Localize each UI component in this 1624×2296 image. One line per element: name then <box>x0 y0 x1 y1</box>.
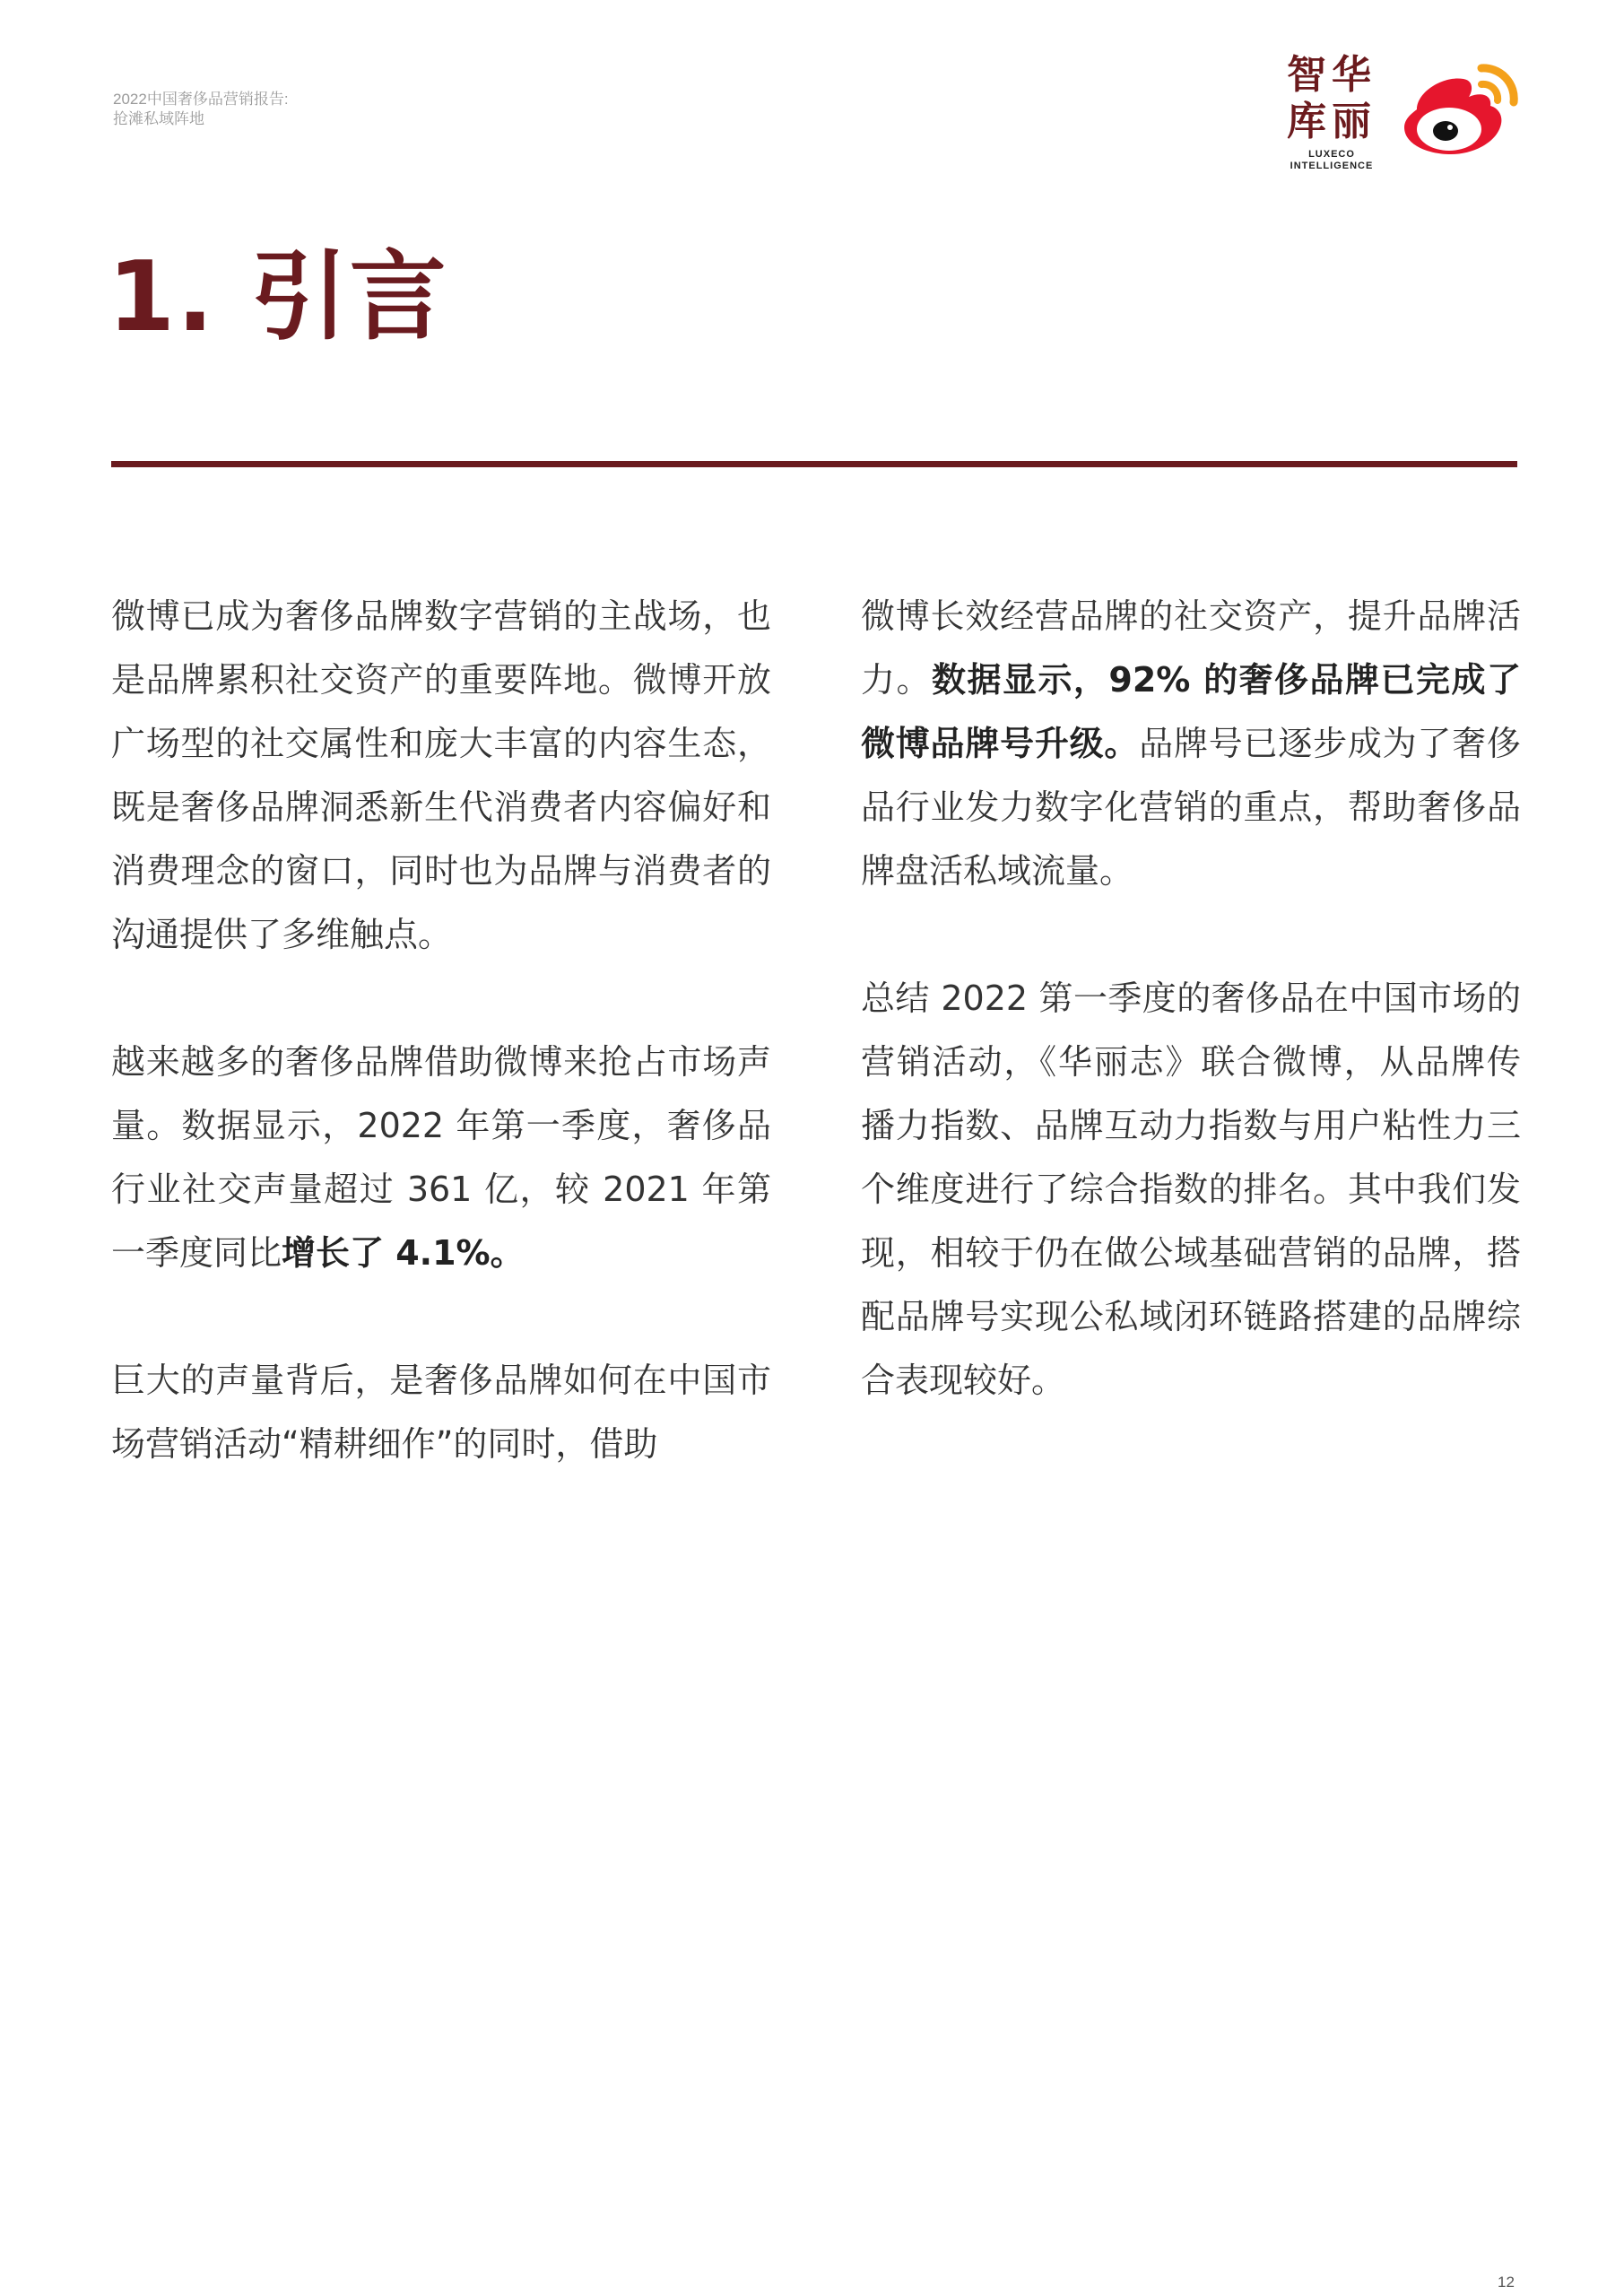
left-paragraph-1: 微博已成为奢侈品牌数字营销的主战场，也是品牌累积社交资产的重要阵地。微博开放广场型的社交属性和庞大丰富的内容生态，既是奢侈品牌洞悉新生代消费者内容偏好和消费理念的窗口，同时也为品牌与消费者的沟通提供了多维触点。 <box>111 596 771 954</box>
left-paragraph-3: 巨大的声量背后，是奢侈品牌如何在中国市场营销活动“精耕细作”的同时，借助 <box>111 1361 771 1464</box>
luxeco-logo-text-1: LUXECO <box>1308 149 1355 160</box>
luxeco-logo-glyphs-1: 智华 <box>1287 52 1376 98</box>
left-paragraph-2-highlight: 增长了 4.1%。 <box>282 1233 525 1273</box>
report-header <box>113 90 289 129</box>
report-title-line1: 2022中国奢侈品营销报告: <box>113 91 289 108</box>
left-paragraph-2 <box>111 1031 771 1285</box>
luxeco-logo-text-2: INTELLIGENCE <box>1290 161 1374 171</box>
right-paragraph-2: 总结 2022 第一季度的奢侈品在中国市场的营销活动，《华丽志》联合微博，从品牌传播力指数、品牌互动力指数与用户粘性力三个维度进行了综合指数的排名。其中我们发现，相较于仍在做公域基础营销的品牌，搭配品牌号实现公私域闭环链路搭建的品牌综合表现较好。 <box>861 978 1521 1400</box>
left-column <box>111 585 771 1476</box>
luxeco-logo <box>1278 52 1385 178</box>
title-divider <box>111 461 1517 467</box>
right-paragraph-1-highlight: 数据显示，92% 的奢侈品牌已完成了微博品牌号升级。 <box>861 660 1521 763</box>
right-paragraph-1 <box>861 585 1521 903</box>
right-paragraph-1-text-b: 品牌号已逐步成为了奢侈品行业发力数字化营销的重点，帮助奢侈品牌盘活私域流量。 <box>861 724 1521 891</box>
page-title: 1. 引言 <box>108 241 448 353</box>
left-paragraph-2-text: 越来越多的奢侈品牌借助微博来抢占市场声量。数据显示，2022 年第一季度，奢侈品行业社交声量超过 361 亿，较 2021 年第一季度同比 <box>111 1042 771 1273</box>
page-number: 12 <box>1498 2274 1515 2291</box>
luxeco-logo-glyphs-2: 库丽 <box>1287 99 1376 144</box>
report-title-line2: 抢滩私域阵地 <box>113 110 204 127</box>
right-paragraph-1-text-a: 微博长效经营品牌的社交资产，提升品牌活力。 <box>861 596 1521 700</box>
weibo-logo-icon <box>1399 56 1524 159</box>
right-column <box>861 585 1521 1413</box>
